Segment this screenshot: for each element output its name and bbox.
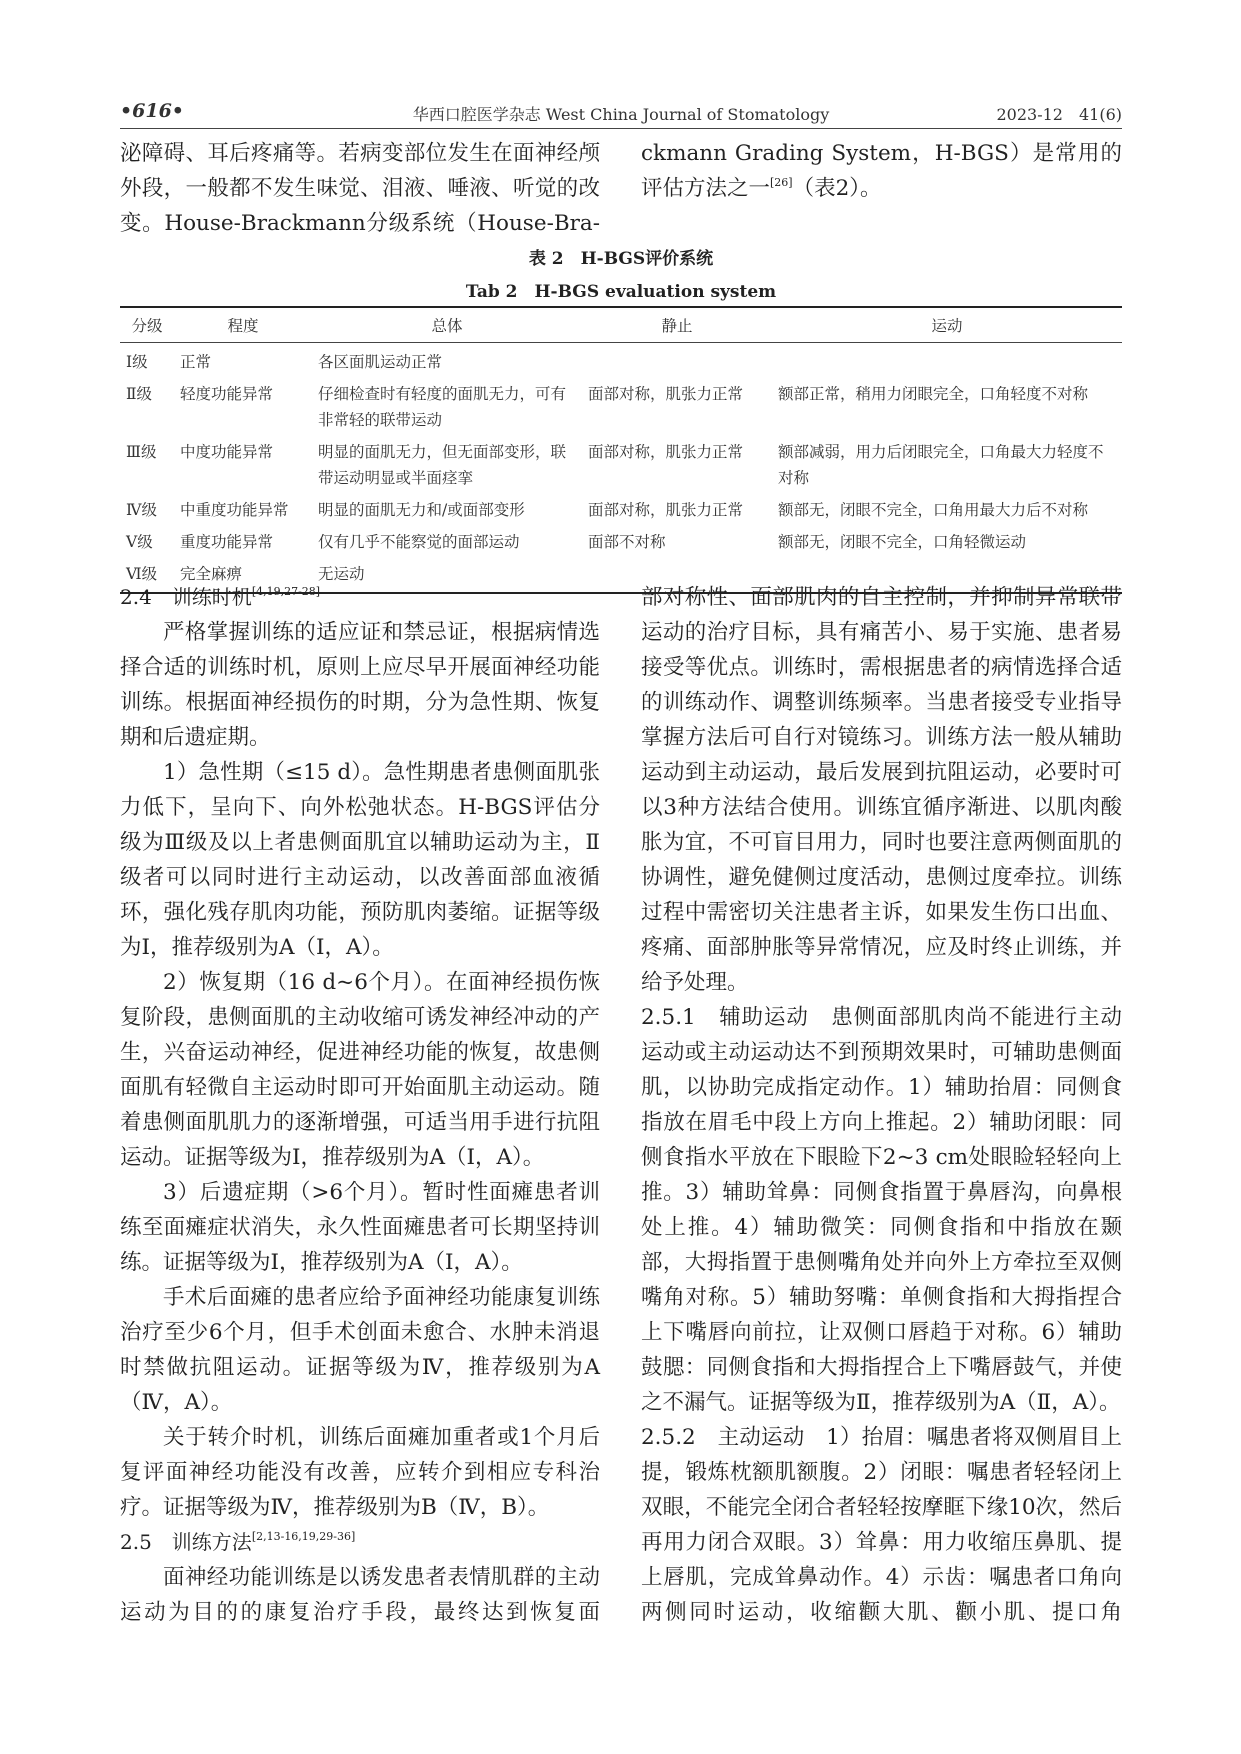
left-body-column — [120, 580, 600, 1630]
section-heading-2-5 — [120, 1525, 600, 1560]
table-cell: Ⅰ级 — [126, 353, 148, 371]
table-row — [120, 494, 1122, 526]
table-cell: 各区面肌运动正常 — [318, 353, 443, 371]
page-number: •616• — [120, 100, 184, 122]
top-right-column — [641, 136, 1122, 206]
table-cell: 仅有几乎不能察觉的面部运动 — [318, 533, 520, 551]
table-cell: Ⅳ级 — [126, 501, 157, 519]
running-header — [120, 96, 1122, 126]
table-cell: 额部无，闭眼不完全，口角轻微运动 — [778, 533, 1027, 551]
paragraph: 1）急性期（≤15 d）。急性期患者患侧面肌张力低下，呈向下、向外松弛状态。H-BGS评估分级为Ⅲ级及以上者患侧面肌宜以辅助运动为主，Ⅱ级者可以同时进行主动运动，以改善面部血液循环，强化残存肌肉功能，预防肌肉萎缩。证据等级为Ⅰ，推荐级别为A（Ⅰ，A）。 — [120, 760, 600, 960]
table-header-cell: 静止 — [582, 307, 772, 343]
table-cell: 中度功能异常 — [180, 443, 274, 461]
top-left-paragraph: 泌障碍、耳后疼痛等。若病变部位发生在面神经颅外段，一般都不发生味觉、泪液、唾液、听觉的改变。House-Brackmann分级系统（House-Bra- — [120, 141, 600, 236]
table-caption-en: Tab 2 H-BGS evaluation system — [465, 282, 777, 302]
table-cell: 面部对称，肌张力正常 — [588, 443, 744, 461]
right-body-column — [641, 580, 1122, 1630]
table-header-cell: 运动 — [772, 307, 1122, 343]
table-row — [120, 526, 1122, 558]
table-cell: Ⅴ级 — [126, 533, 153, 551]
table-cell: 仔细检查时有轻度的面肌无力，可有非常轻的联带运动 — [318, 385, 567, 429]
paragraph: 3）后遗症期（>6个月）。暂时性面瘫患者训练至面瘫症状消失，永久性面瘫患者可长期坚持训练。证据等级为Ⅰ，推荐级别为A（Ⅰ，A）。 — [120, 1180, 600, 1275]
table-cell: 无运动 — [312, 558, 582, 593]
citation: [26] — [770, 176, 793, 189]
paragraph: 部对称性、面部肌肉的自主控制，并抑制异常联带运动的治疗目标，具有痛苦小、易于实施、患者易接受等优点。训练时，需根据患者的病情选择合适的训练动作、调整训练频率。当患者接受专业指导掌握方法后可自行对镜练习。训练方法一般从辅助运动到主动运动，最后发展到抗阻运动，必要时可以3种方法结合使用。训练宜循序渐进、以肌肉酸胀为宜，不可盲目用力，同时也要注意两侧面肌的协调性，避免健侧过度活动，患侧过度牵拉。训练过程中需密切关注患者主诉，如果发生伤口出血、疼痛、面部肿胀等异常情况，应及时终止训练，并给予处理。 — [641, 585, 1122, 995]
table-header-row — [120, 307, 1122, 343]
table-cell: 额部正常，稍用力闭眼完全，口角轻度不对称 — [778, 385, 1089, 403]
table-row — [120, 436, 1122, 494]
table-cell: 中重度功能异常 — [180, 501, 289, 519]
table-cell: 完全麻痹 — [174, 558, 312, 593]
table-cell: 面部对称，肌张力正常 — [588, 501, 744, 519]
table-cell — [582, 343, 772, 379]
table-header-cell: 分级 — [120, 307, 174, 343]
table-cell: 面部对称，肌张力正常 — [588, 385, 744, 403]
paragraph: 面神经功能训练是以诱发患者表情肌群的主动运动为目的的康复治疗手段，最终达到恢复面 — [120, 1565, 600, 1625]
table-cell: 重度功能异常 — [180, 533, 274, 551]
section-heading-2-4 — [120, 580, 600, 615]
table-cell: 额部无，闭眼不完全，口角用最大力后不对称 — [778, 501, 1089, 519]
paragraph-2-5-2: 2.5.2 主动运动 1）抬眉：嘱患者将双侧眉目上提，锻炼枕额肌额腹。2）闭眼：嘱患者轻轻闭上双眼，不能完全闭合者轻轻按摩眶下缘10次，然后再用力闭合双眼。3）耸鼻：用力收缩压鼻肌、提上唇肌，完成耸鼻动作。4）示齿：嘱患者口角向两侧同时运动，收缩颧大肌、颧小肌、提口角 — [641, 1425, 1122, 1625]
table-header-cell: 总体 — [312, 307, 582, 343]
top-left-column — [120, 136, 600, 241]
table-header-cell: 程度 — [174, 307, 312, 343]
table-cell: 明显的面肌无力，但无面部变形，联带运动明显或半面痉挛 — [318, 443, 567, 487]
table-cell: Ⅲ级 — [126, 443, 157, 461]
paragraph-2-5-1: 2.5.1 辅助运动 患侧面部肌肉尚不能进行主动运动或主动运动达不到预期效果时，可辅助患侧面肌，以协助完成指定动作。1）辅助抬眉：同侧食指放在眉毛中段上方向上推起。2）辅助闭眼：同侧食指水平放在下眼睑下2~3 cm处眼睑轻轻向上推。3）辅助耸鼻：同侧食指置于鼻唇沟，向鼻根处上推。4）辅助微笑：同侧食指和中指放在颞部，大拇指置于患侧嘴角处并向外上方牵拉至双侧嘴角对称。5）辅助努嘴：单侧食指和大拇指捏合上下嘴唇向前拉，让双侧口唇趋于对称。6）辅助鼓腮：同侧食指和大拇指捏合上下嘴唇鼓气，并使之不漏气。证据等级为Ⅱ，推荐级别为A（Ⅱ，A）。 — [641, 1005, 1122, 1415]
top-right-paragraph — [641, 136, 1122, 206]
table-row — [120, 343, 1122, 379]
table-cell — [772, 343, 1122, 379]
journal-name: 华西口腔医学杂志 West China Journal of Stomatology — [412, 105, 830, 124]
table-cell: 面部不对称 — [588, 533, 666, 551]
issue-info: 2023-12 41(6) — [996, 105, 1122, 124]
hbgs-table — [120, 306, 1122, 594]
top-right-text: ckmann Grading System，H-BGS）是常用的评估方法之一 — [641, 141, 1122, 201]
paragraph: 手术后面瘫的患者应给予面神经功能康复训练治疗至少6个月，但手术创面未愈合、水肿未消退时禁做抗阻运动。证据等级为Ⅳ，推荐级别为A（Ⅳ，A）。 — [120, 1285, 600, 1415]
section-title: 2.5 训练方法 — [120, 1530, 252, 1554]
paragraph: 严格掌握训练的适应证和禁忌证，根据病情选择合适的训练时机，原则上应尽早开展面神经功能训练。根据面神经损伤的时期，分为急性期、恢复期和后遗症期。 — [120, 620, 600, 750]
table-row — [120, 378, 1122, 436]
table-cell: Ⅱ级 — [126, 385, 153, 403]
header-rule — [120, 128, 1122, 129]
section-title: 2.4 训练时机 — [120, 585, 252, 609]
table-cell: 额部减弱，用力后闭眼完全，口角最大力轻度不对称 — [778, 443, 1104, 487]
citation: [4,19,27-28] — [251, 585, 321, 598]
top-right-tail: （表2）。 — [792, 176, 882, 201]
paragraph: 关于转介时机，训练后面瘫加重者或1个月后复评面神经功能没有改善，应转介到相应专科治疗。证据等级为Ⅳ，推荐级别为B（Ⅳ，B）。 — [120, 1425, 600, 1520]
table-cell: 正常 — [180, 353, 212, 371]
table-cell: 轻度功能异常 — [180, 385, 274, 403]
paragraph: 2）恢复期（16 d~6个月）。在面神经损伤恢复阶段，患侧面肌的主动收缩可诱发神经冲动的产生，兴奋运动神经，促进神经功能的恢复，故患侧面肌有轻微自主运动时即可开始面肌主动运动。随着患侧面肌肌力的逐渐增强，可适当用手进行抗阻运动。证据等级为Ⅰ，推荐级别为A（Ⅰ，A）。 — [120, 970, 600, 1170]
table-cell: Ⅵ级 — [120, 558, 174, 593]
table-caption-cn: 表 2 H-BGS评价系统 — [528, 249, 714, 269]
citation: [2,13-16,19,29-36] — [251, 1530, 356, 1543]
table-cell: 明显的面肌无力和/或面部变形 — [318, 501, 525, 519]
